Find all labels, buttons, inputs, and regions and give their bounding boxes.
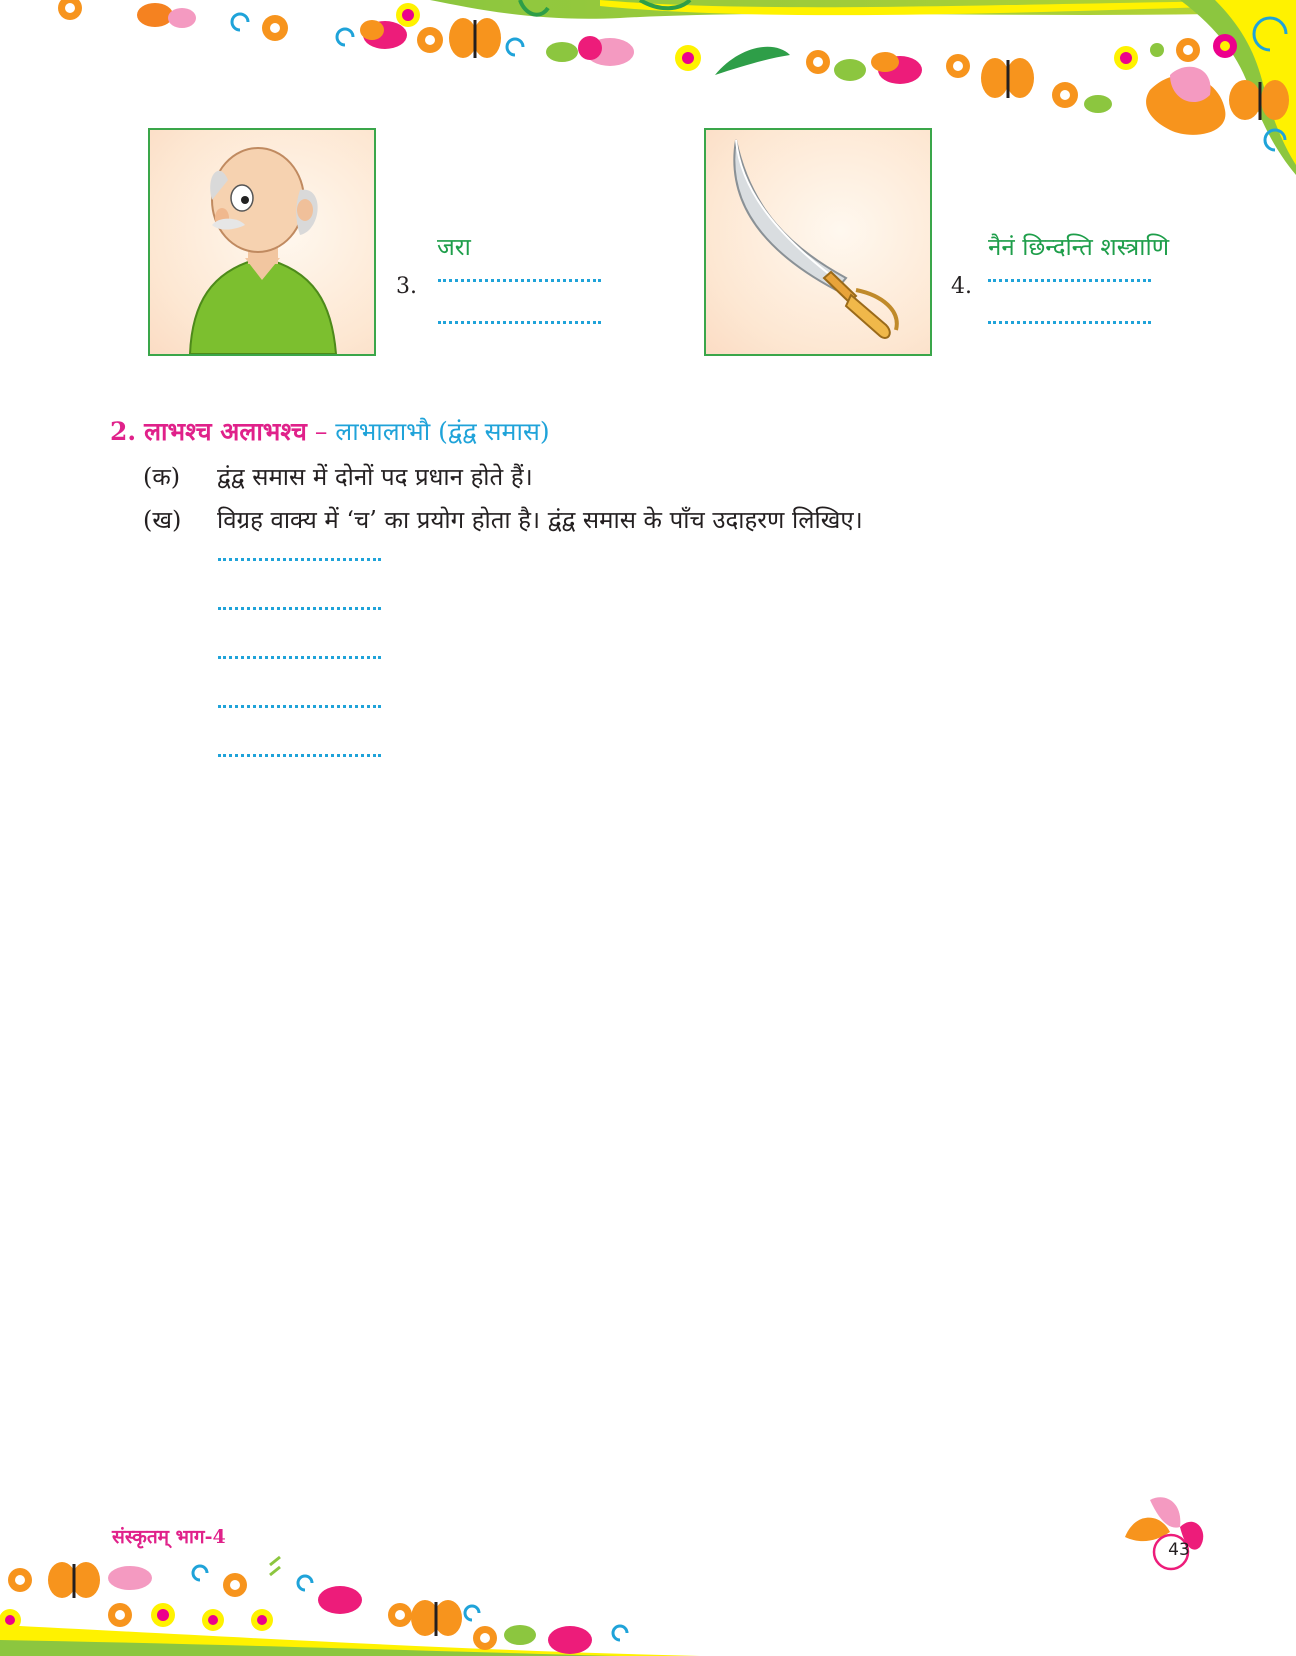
old-man-picture [148, 128, 376, 356]
exercise-2-heading [110, 414, 550, 448]
daisy-flower-icon [0, 1603, 273, 1631]
item-kha-text: विग्रह वाक्य में ‘च’ का प्रयोग होता है। द्वंद्व समास के पाँच उदाहरण लिखिए। [217, 506, 863, 534]
book-title: संस्कृतम् भाग-4 [112, 1526, 226, 1548]
item-kha-label: (ख) [143, 506, 182, 534]
item-3-number: 3. [396, 274, 417, 299]
answer-line[interactable] [988, 279, 1151, 282]
answer-line[interactable] [438, 321, 601, 324]
leaf-icon [270, 1557, 536, 1645]
answer-line[interactable] [218, 558, 381, 561]
exercise-2-number: 2. [110, 417, 137, 446]
item-4-word: नैनं छिन्दन्ति शस्त्राणि [988, 233, 1170, 261]
sword-illustration [706, 130, 930, 354]
item-4-number: 4. [951, 274, 972, 299]
answer-line[interactable] [438, 279, 601, 282]
item-ka-text: द्वंद्व समास में दोनों पद प्रधान होते हैं। [217, 463, 533, 491]
page-number: 43 [1168, 1540, 1190, 1560]
answer-line[interactable] [218, 607, 381, 610]
exercise-2-dash: – [314, 417, 328, 446]
exercise-2-heading-rest: लाभालाभौ (द्वंद्व समास) [335, 417, 550, 446]
old-man-illustration [150, 130, 374, 354]
answer-line[interactable] [988, 321, 1151, 324]
item-ka-label: (क) [143, 463, 181, 491]
butterfly-icon [137, 3, 1289, 135]
answer-line[interactable] [218, 754, 381, 757]
sword-picture [704, 128, 932, 356]
answer-line[interactable] [218, 705, 381, 708]
answer-line[interactable] [218, 656, 381, 659]
bottom-floral-border [0, 1540, 1296, 1656]
item-3-word: जरा [437, 233, 471, 261]
exercise-2-heading-bold: लाभश्च अलाभश्च [144, 417, 307, 446]
